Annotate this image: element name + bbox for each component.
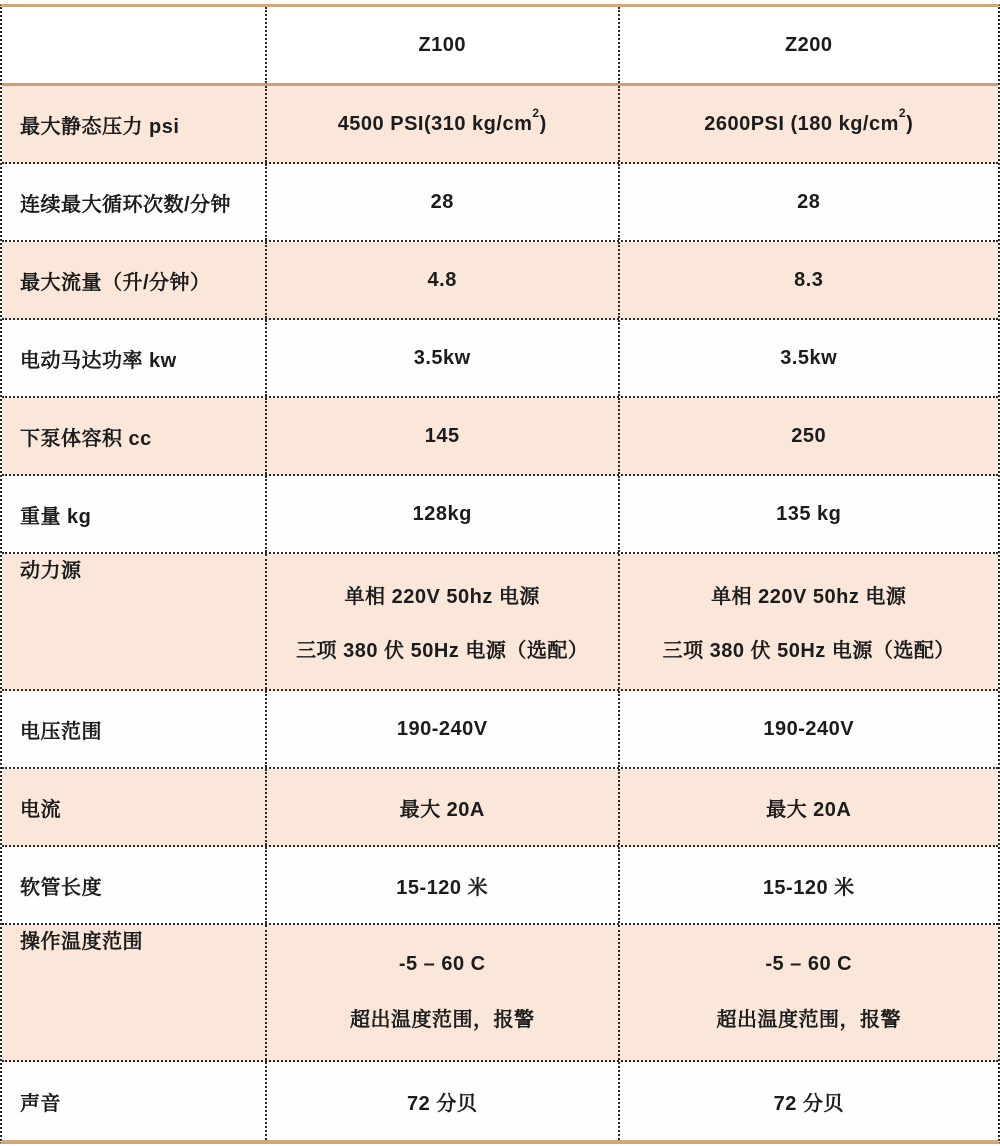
table-row-sound bbox=[2, 1062, 998, 1140]
table-row-power-source bbox=[2, 554, 998, 691]
table-row-hose-length bbox=[2, 847, 998, 925]
row-label: 下泵体容积 cc bbox=[2, 398, 267, 474]
row-label: 重量 kg bbox=[2, 476, 267, 552]
value-text: 4500 PSI(310 kg/cm bbox=[337, 112, 533, 135]
value-line-2: 三项 380 伏 50Hz 电源（选配） bbox=[662, 640, 955, 663]
row-label-text: 动力源 bbox=[20, 560, 82, 582]
z200-value: 28 bbox=[797, 190, 821, 213]
z100-value: 3.5kw bbox=[267, 320, 620, 396]
table-row-motor-power bbox=[2, 320, 998, 398]
row-label: 电流 bbox=[2, 769, 267, 845]
value-text: 2600PSI (180 kg/cm bbox=[704, 112, 899, 135]
row-label-text: 操作温度范围 bbox=[20, 931, 143, 953]
row-label: 电压范围 bbox=[2, 691, 267, 767]
z100-value: 15-120 米 bbox=[267, 847, 620, 923]
value-text: ) bbox=[906, 112, 914, 135]
z200-value bbox=[620, 86, 998, 162]
spec-table bbox=[0, 4, 1000, 1144]
row-label: 连续最大循环次数/分钟 bbox=[2, 164, 267, 240]
z100-value: 4.8 bbox=[267, 242, 620, 318]
z100-value: 128kg bbox=[267, 476, 620, 552]
z200-value: 最大 20A bbox=[766, 798, 852, 821]
z100-value: 最大 20A bbox=[267, 769, 620, 845]
z200-value bbox=[620, 925, 998, 1060]
z100-value: 28 bbox=[267, 164, 620, 240]
z200-value: 190-240V bbox=[763, 717, 855, 740]
value-text: ) bbox=[539, 112, 547, 135]
row-label: 声音 bbox=[2, 1062, 267, 1140]
header-z200: Z200 bbox=[784, 33, 833, 56]
z100-value: 145 bbox=[267, 398, 620, 474]
table-row-max-flow bbox=[2, 242, 998, 320]
z200-value bbox=[620, 554, 998, 689]
table-row-max-cycles bbox=[2, 164, 998, 242]
row-label bbox=[2, 554, 267, 689]
value-line-1: 单相 220V 50hz 电源 bbox=[344, 585, 540, 608]
header-blank-cell bbox=[2, 7, 267, 83]
z200-value: 3.5kw bbox=[780, 346, 838, 369]
table-row-pump-volume bbox=[2, 398, 998, 476]
table-row-operating-temperature bbox=[2, 925, 998, 1062]
value-line-1: -5 – 60 C bbox=[765, 952, 853, 975]
row-label: 电动马达功率 kw bbox=[2, 320, 267, 396]
table-row-weight bbox=[2, 476, 998, 554]
row-label: 最大流量（升/分钟） bbox=[2, 242, 267, 318]
z100-value bbox=[267, 554, 620, 689]
table-row-current bbox=[2, 769, 998, 847]
z100-value bbox=[267, 925, 620, 1060]
row-label: 最大静态压力 psi bbox=[2, 86, 267, 162]
superscript: 2 bbox=[898, 106, 907, 120]
table-row-max-static-pressure bbox=[2, 86, 998, 164]
z100-value: 72 分贝 bbox=[267, 1062, 620, 1140]
header-z100: Z100 bbox=[267, 7, 620, 83]
z100-value: 190-240V bbox=[267, 691, 620, 767]
value-line-1: 单相 220V 50hz 电源 bbox=[711, 585, 907, 608]
z200-value: 250 bbox=[791, 424, 827, 447]
z200-value: 72 分贝 bbox=[773, 1092, 844, 1115]
row-label: 软管长度 bbox=[2, 847, 267, 923]
z200-value: 8.3 bbox=[794, 268, 824, 291]
z100-value bbox=[267, 86, 620, 162]
z200-value: 135 kg bbox=[776, 502, 842, 525]
table-header-row bbox=[2, 7, 998, 86]
value-line-2: 超出温度范围，报警 bbox=[349, 1009, 535, 1032]
value-line-2: 三项 380 伏 50Hz 电源（选配） bbox=[296, 640, 589, 663]
value-line-2: 超出温度范围，报警 bbox=[716, 1009, 901, 1032]
z200-value: 15-120 米 bbox=[762, 876, 855, 899]
table-row-voltage-range bbox=[2, 691, 998, 769]
superscript: 2 bbox=[532, 106, 540, 120]
row-label bbox=[2, 925, 267, 1060]
value-line-1: -5 – 60 C bbox=[398, 952, 486, 975]
